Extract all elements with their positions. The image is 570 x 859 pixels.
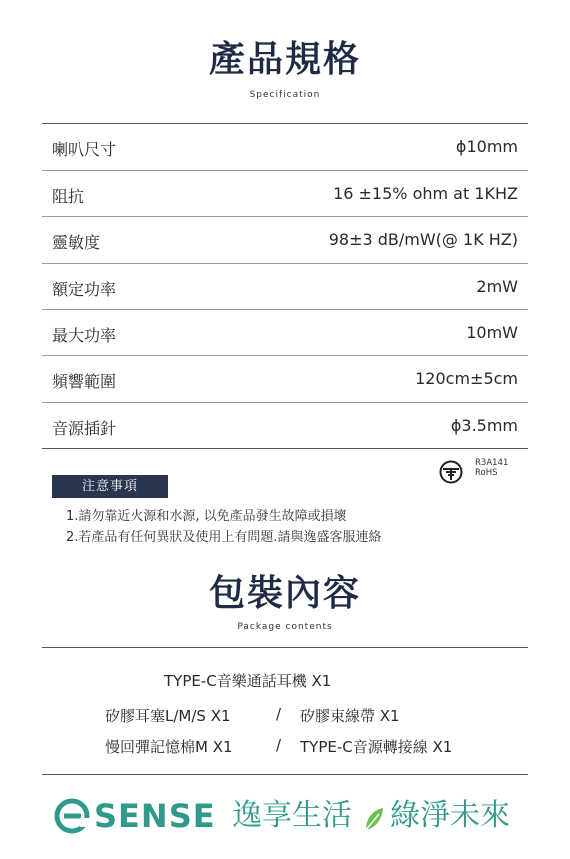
spec-label: 音源插針	[52, 419, 117, 438]
leaf-icon	[363, 806, 385, 832]
spec-label: 額定功率	[52, 280, 117, 299]
cert-code: R3A141	[475, 458, 509, 468]
spec-row-sensitivity	[52, 217, 518, 263]
spec-value: ϕ3.5mm	[450, 416, 518, 435]
spec-value: ϕ10mm	[455, 137, 518, 156]
package-title: 包裝內容	[208, 573, 361, 614]
brand-slogan-left: 逸享生活	[232, 798, 352, 833]
package-item: TYPE-C音源轉接線 X1	[300, 738, 453, 756]
cert-rohs: RoHS	[475, 468, 498, 478]
spec-value: 2mW	[476, 277, 518, 296]
package-item: 慢回彈記憶棉M X1	[105, 738, 233, 756]
package-separator: /	[276, 736, 282, 754]
divider	[42, 647, 528, 648]
package-item: TYPE-C音樂通話耳機 X1	[164, 672, 332, 690]
spec-row-audio-plug	[52, 403, 518, 449]
spec-value: 98±3 dB/mW(@ 1K HZ)	[328, 230, 518, 249]
spec-title-block	[0, 39, 570, 100]
package-separator: /	[276, 705, 282, 723]
divider	[42, 448, 528, 449]
spec-value: 16 ±15% ohm at 1KHZ	[333, 184, 518, 203]
spec-row-impedance	[52, 171, 518, 217]
bsmi-certification-icon	[439, 460, 463, 484]
spec-row-rated-power	[52, 264, 518, 310]
package-title-block	[0, 573, 570, 632]
spec-row-max-power	[52, 310, 518, 356]
spec-subtitle: Specification	[249, 90, 321, 100]
package-item: 矽膠耳塞L/M/S X1	[105, 707, 231, 725]
spec-title: 產品規格	[208, 39, 361, 80]
package-subtitle: Package contents	[237, 622, 333, 632]
certification-mark	[439, 458, 519, 488]
notice-line: 2.若產品有任何異狀及使用上有問題.請與逸盛客服連絡	[66, 530, 382, 545]
spec-value: 10mW	[466, 323, 518, 342]
spec-row-frequency-range	[52, 356, 518, 402]
spec-label: 頻響範圍	[52, 372, 117, 391]
spec-label: 阻抗	[52, 187, 85, 206]
notice-line: 1.請勿靠近火源和水源, 以免產品發生故障或損壞	[66, 509, 347, 524]
cert-text	[475, 458, 508, 478]
spec-label: 喇叭尺寸	[52, 140, 117, 159]
brand-slogan-right: 綠淨未來	[390, 798, 510, 833]
spec-row-speaker-size	[52, 124, 518, 170]
divider	[42, 774, 528, 775]
notice-badge: 注意事項	[52, 475, 168, 498]
spec-label: 最大功率	[52, 326, 117, 345]
spec-label: 靈敏度	[52, 233, 101, 252]
brand-name: SENSE	[94, 797, 216, 835]
esense-e-logo-icon	[54, 798, 90, 834]
spec-value: 120cm±5cm	[415, 369, 518, 388]
package-item: 矽膠束線帶 X1	[300, 707, 400, 725]
